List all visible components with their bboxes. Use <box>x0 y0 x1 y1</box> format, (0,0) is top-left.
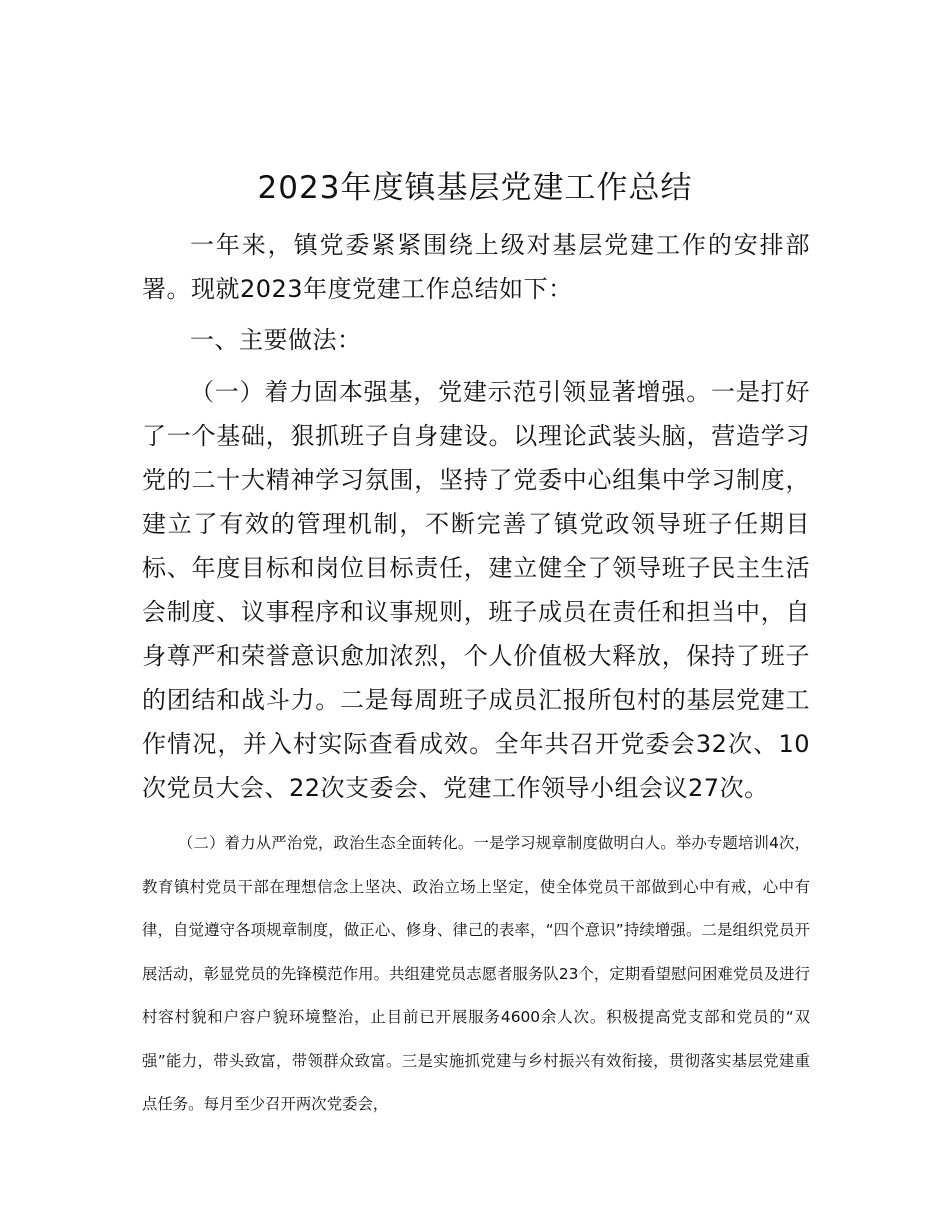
body-paragraph-1: （一）着力固本强基，党建示范引领显著增强。一是打好了一个基础，狠抓班子自身建设。以理论武装头脑，营造学习党的二十大精神学习氛围，坚持了党委中心组集中学习制度，建立了有效的管理机制，不断完善了镇党政领导班子任期目标、年度目标和岗位目标责任，建立健全了领导班子民主生活会制度、议事程序和议事规则，班子成员在责任和担当中，自身尊严和荣誉意识愈加浓烈，个人价值极大释放，保持了班子的团结和战斗力。二是每周班子成员汇报所包村的基层党建工作情况，并入村实际查看成效。全年共召开党委会32次、10次党员大会、22次支委会、党建工作领导小组会议27次。 <box>142 378 810 802</box>
document-title: 2023年度镇基层党建工作总结 <box>257 170 693 206</box>
body-paragraph-2: （二）着力从严治党，政治生态全面转化。一是学习规章制度做明白人。举办专题培训4次，教育镇村党员干部在理想信念上坚决、政治立场上坚定，使全体党员干部做到心中有戒，心中有律，自觉遵守各项规章制度，做正心、修身、律己的表率，“四个意识”持续增强。二是组织党员开展活动，彰显党员的先锋模范作用。共组建党员志愿者服务队23个，定期看望慰问困难党员及进行村容村貌和户容户貌环境整治，止目前已开展服务4600余人次。积极提高党支部和党员的“双强”能力，带头致富，带领群众致富。三是实施抓党建与乡村振兴有效衔接，贯彻落实基层党建重点任务。每月至少召开两次党委会， <box>142 834 810 1113</box>
section-heading: 一、主要做法： <box>190 326 362 354</box>
intro-paragraph: 一年来，镇党委紧紧围绕上级对基层党建工作的安排部署。现就2023年度党建工作总结如下： <box>142 231 810 303</box>
